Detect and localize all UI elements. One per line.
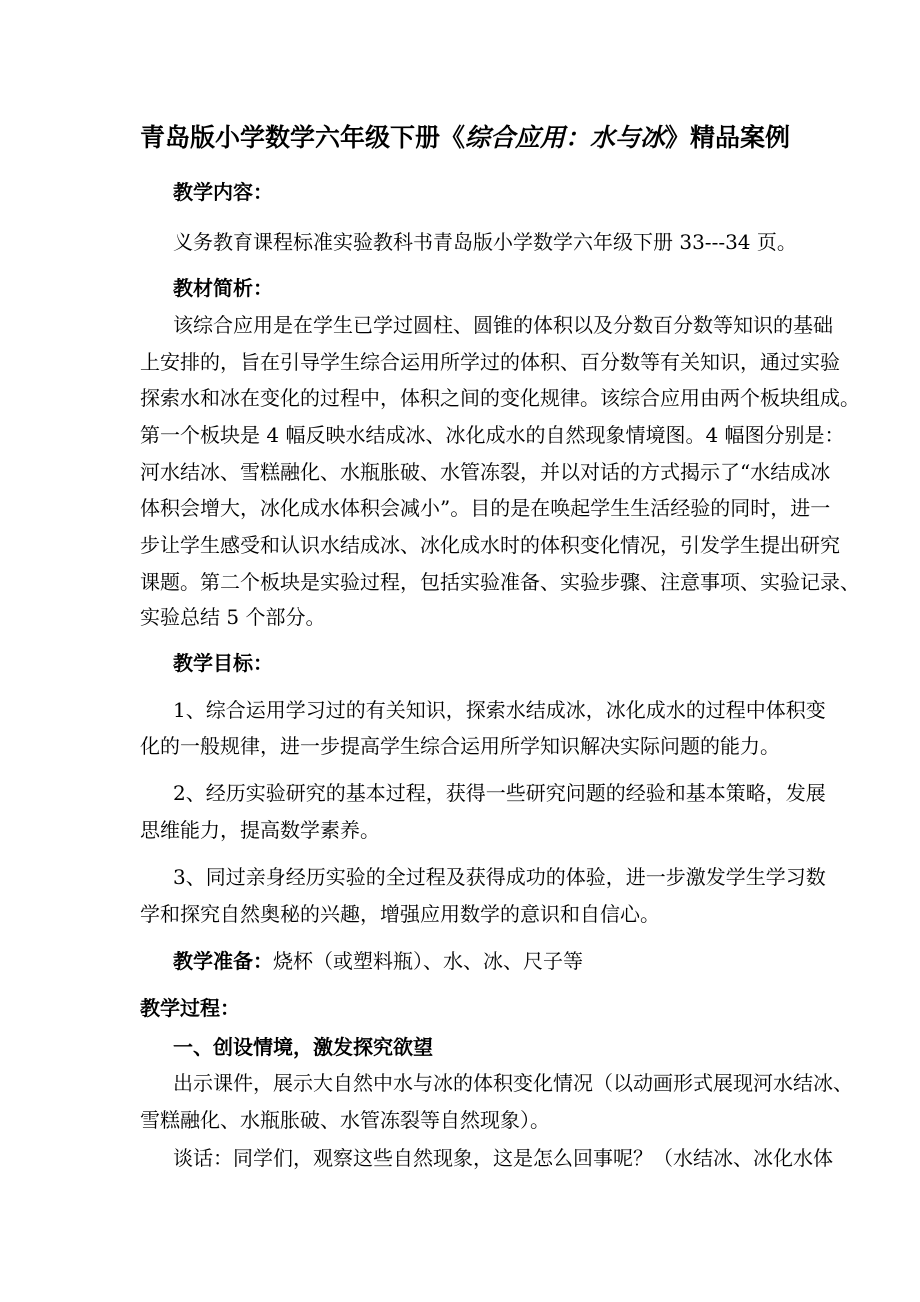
title-part: 》精品案例 <box>665 123 791 152</box>
step1-heading: 一、创设情境，激发探究欲望 <box>173 1035 433 1059</box>
goal-line: 1、综合运用学习过的有关知识，探索水结成冰，冰化成水的过程中体积变 <box>173 698 826 722</box>
paragraph-line: 河水结冰、雪糕融化、水瓶胀破、水管冻裂，并以对话的方式揭示了“水结成冰 <box>140 460 831 484</box>
content-heading: 教学内容： <box>173 180 273 204</box>
analysis-heading: 教材简析： <box>173 276 273 300</box>
goal-line: 学和探究自然奥秘的兴趣，增强应用数学的意识和自信心。 <box>140 902 660 926</box>
goal-line: 3、同过亲身经历实验的全过程及获得成功的体验，进一步激发学生学习数 <box>173 865 826 889</box>
title-italic-part: 综合应用：水与冰 <box>465 123 666 152</box>
paragraph-line: 步让学生感受和认识水结成冰、冰化成水时的体积变化情况，引发学生提出研究 <box>140 533 840 557</box>
paragraph-line: 实验总结 5 个部分。 <box>140 605 326 629</box>
paragraph-line: 上安排的，旨在引导学生综合运用所学过的体积、百分数等有关知识，通过实验 <box>140 350 840 374</box>
goal-line: 思维能力，提高数学素养。 <box>140 818 380 842</box>
prep-heading: 教学准备： <box>173 949 273 973</box>
step-line: 雪糕融化、水瓶胀破、水管冻裂等自然现象）。 <box>140 1108 550 1132</box>
step-line: 出示课件，展示大自然中水与冰的体积变化情况（以动画形式展现河水结冰、 <box>173 1071 853 1095</box>
step-line: 谈话：同学们，观察这些自然现象，这是怎么回事呢？（水结冰、冰化水体 <box>173 1146 833 1170</box>
goals-heading: 教学目标： <box>173 651 273 675</box>
title-part: 青岛版小学数学六年级下册《 <box>140 123 466 152</box>
paragraph-line: 该综合应用是在学生已学过圆柱、圆锥的体积以及分数百分数等知识的基础 <box>173 313 833 337</box>
document-title <box>140 120 791 156</box>
paragraph-line: 探索水和冰在变化的过程中，体积之间的变化规律。该综合应用由两个板块组成。 <box>140 386 860 410</box>
goal-line: 2、经历实验研究的基本过程，获得一些研究问题的经验和基本策略，发展 <box>173 781 826 805</box>
content-text: 义务教育课程标准实验教科书青岛版小学数学六年级下册 33---34 页。 <box>173 230 797 254</box>
prep-line <box>173 946 583 976</box>
goal-line: 化的一般规律，进一步提高学生综合运用所学知识解决实际问题的能力。 <box>140 734 780 758</box>
paragraph-line: 体积会增大，冰化成水体积会减小”。目的是在唤起学生生活经验的同时，进一 <box>140 496 831 520</box>
paragraph-line: 第一个板块是 4 幅反映水结成冰、冰化成水的自然现象情境图。4 幅图分别是： <box>140 423 845 447</box>
prep-text: 烧杯（或塑料瓶）、水、冰、尺子等 <box>273 949 583 973</box>
paragraph-line: 课题。第二个板块是实验过程，包括实验准备、实验步骤、注意事项、实验记录、 <box>140 570 860 594</box>
process-heading: 教学过程： <box>140 996 240 1020</box>
